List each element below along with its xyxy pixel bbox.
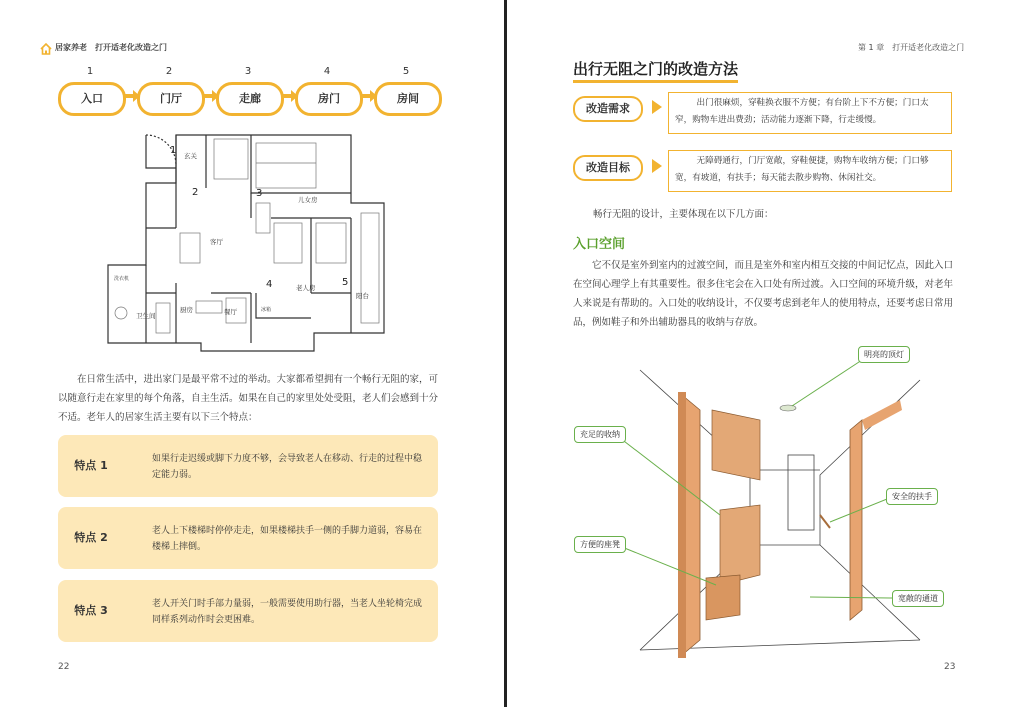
flow-step-door: 房门 (295, 82, 363, 116)
goal-arrow-icon (652, 159, 662, 173)
feature-text: 如果行走迟缓或脚下力度不够，会导致老人在移动、行走的过程中稳定能力弱。 (152, 454, 423, 480)
room-label-elder: 老人房 (296, 284, 316, 292)
flow-step-entrance: 入口 (58, 82, 126, 116)
goal-text: 无障碍通行，门厅宽敞，穿鞋便捷，购物车收纳方便；门口够宽，有坡道，有扶手；每天能去散步购物、休闲社交。 (668, 150, 952, 192)
lead-sentence: 畅行无阻的设计，主要体现在以下几方面： (593, 209, 774, 220)
goal-tag: 改造目标 (573, 155, 643, 181)
feature-card-3 (58, 580, 438, 642)
flow-step-room: 房间 (374, 82, 442, 116)
running-header-right: 第 1 章 打开适老化改造之门 (858, 43, 965, 52)
flow-arrow-icon (124, 90, 140, 102)
flow-number-1: 1 (86, 66, 94, 77)
flow-arrow-icon (203, 90, 219, 102)
room-label-living: 客厅 (210, 238, 223, 246)
section-heading: 入口空间 (573, 237, 626, 252)
room-label-washer: 洗衣机 (114, 276, 130, 282)
page-number-left: 22 (58, 662, 70, 672)
plan-point-1: 1 (170, 145, 177, 156)
plan-point-3: 3 (256, 188, 263, 199)
page-number-right: 23 (944, 662, 956, 672)
page-title: 出行无阻之门的改造方法 (573, 58, 738, 83)
section-body: 它不仅是室外到室内的过渡空间，而且是室外和室内相互交接的中间记忆点，因此入口在空间心理学上有其重要性。很多住宅会在入口处有所过渡。入口空间的环境升级，对老年人来说是有帮助的。入口处的收纳设计，不仅要考虑到老年人的使用特点，还要考虑日常用品，例如鞋子和外出辅助器具的收纳与存放。 (573, 260, 954, 328)
plan-point-2: 2 (192, 187, 199, 198)
spine-divider (504, 0, 507, 707)
feature-text: 老人开关门时手部力量弱，一般需要使用助行器，当老人坐轮椅完成同样系列动作时会更困难。 (152, 599, 423, 625)
room-label-balcony: 阳台 (356, 292, 369, 300)
feature-text: 老人上下楼梯时停停走走，如果楼梯扶手一侧的手脚力道弱，容易在楼梯上摔倒。 (152, 526, 423, 552)
flow-number-5: 5 (402, 66, 410, 77)
room-label-entry: 玄关 (184, 152, 197, 160)
flow-arrow-icon (361, 90, 377, 102)
room-label-kitchen: 厨房 (180, 306, 193, 314)
room-label-kids: 儿女房 (298, 196, 318, 204)
running-header: 居家养老 打开适老化改造之门 (55, 43, 167, 52)
feature-card-1 (58, 435, 438, 497)
annotation-ceiling-light: 明亮的顶灯 (858, 346, 910, 363)
room-label-dining: 餐厅 (224, 308, 237, 316)
room-label-fridge: 冰箱 (261, 307, 272, 313)
left-page (0, 0, 504, 707)
plan-point-5: 5 (342, 277, 349, 288)
annotation-stool: 方便的座凳 (574, 536, 626, 553)
need-arrow-icon (652, 100, 662, 114)
feature-label: 特点 2 (74, 531, 108, 544)
flow-number-4: 4 (323, 66, 331, 77)
floor-plan-drawing (106, 133, 386, 353)
feature-label: 特点 1 (74, 459, 108, 472)
feature-label: 特点 3 (74, 604, 108, 617)
intro-paragraph: 在日常生活中，进出家门是最平常不过的举动。大家都希望拥有一个畅行无阻的家，可以随意行走在家里的每个角落，自主生活。如果在自己的家里处处受阻，老人们会感到十分不适。老年人的居家生活主要有以下三个特点： (58, 374, 439, 423)
flow-number-3: 3 (244, 66, 252, 77)
flow-number-2: 2 (165, 66, 173, 77)
home-icon (40, 40, 52, 52)
room-label-bath: 卫生间 (136, 312, 156, 320)
annotation-passage: 宽敞的通道 (892, 590, 944, 607)
need-text: 出门很麻烦，穿鞋换衣服不方便；有台阶上下不方便；门口太窄，购物车进出费劲；活动能力逐渐下降，行走缓慢。 (668, 92, 952, 134)
need-tag: 改造需求 (573, 96, 643, 122)
annotation-storage: 充足的收纳 (574, 426, 626, 443)
plan-point-4: 4 (266, 279, 273, 290)
flow-step-foyer: 门厅 (137, 82, 205, 116)
flow-arrow-icon (282, 90, 298, 102)
annotation-handrail: 安全的扶手 (886, 488, 938, 505)
flow-step-corridor: 走廊 (216, 82, 284, 116)
feature-card-2 (58, 507, 438, 569)
floor-plan (106, 133, 386, 353)
